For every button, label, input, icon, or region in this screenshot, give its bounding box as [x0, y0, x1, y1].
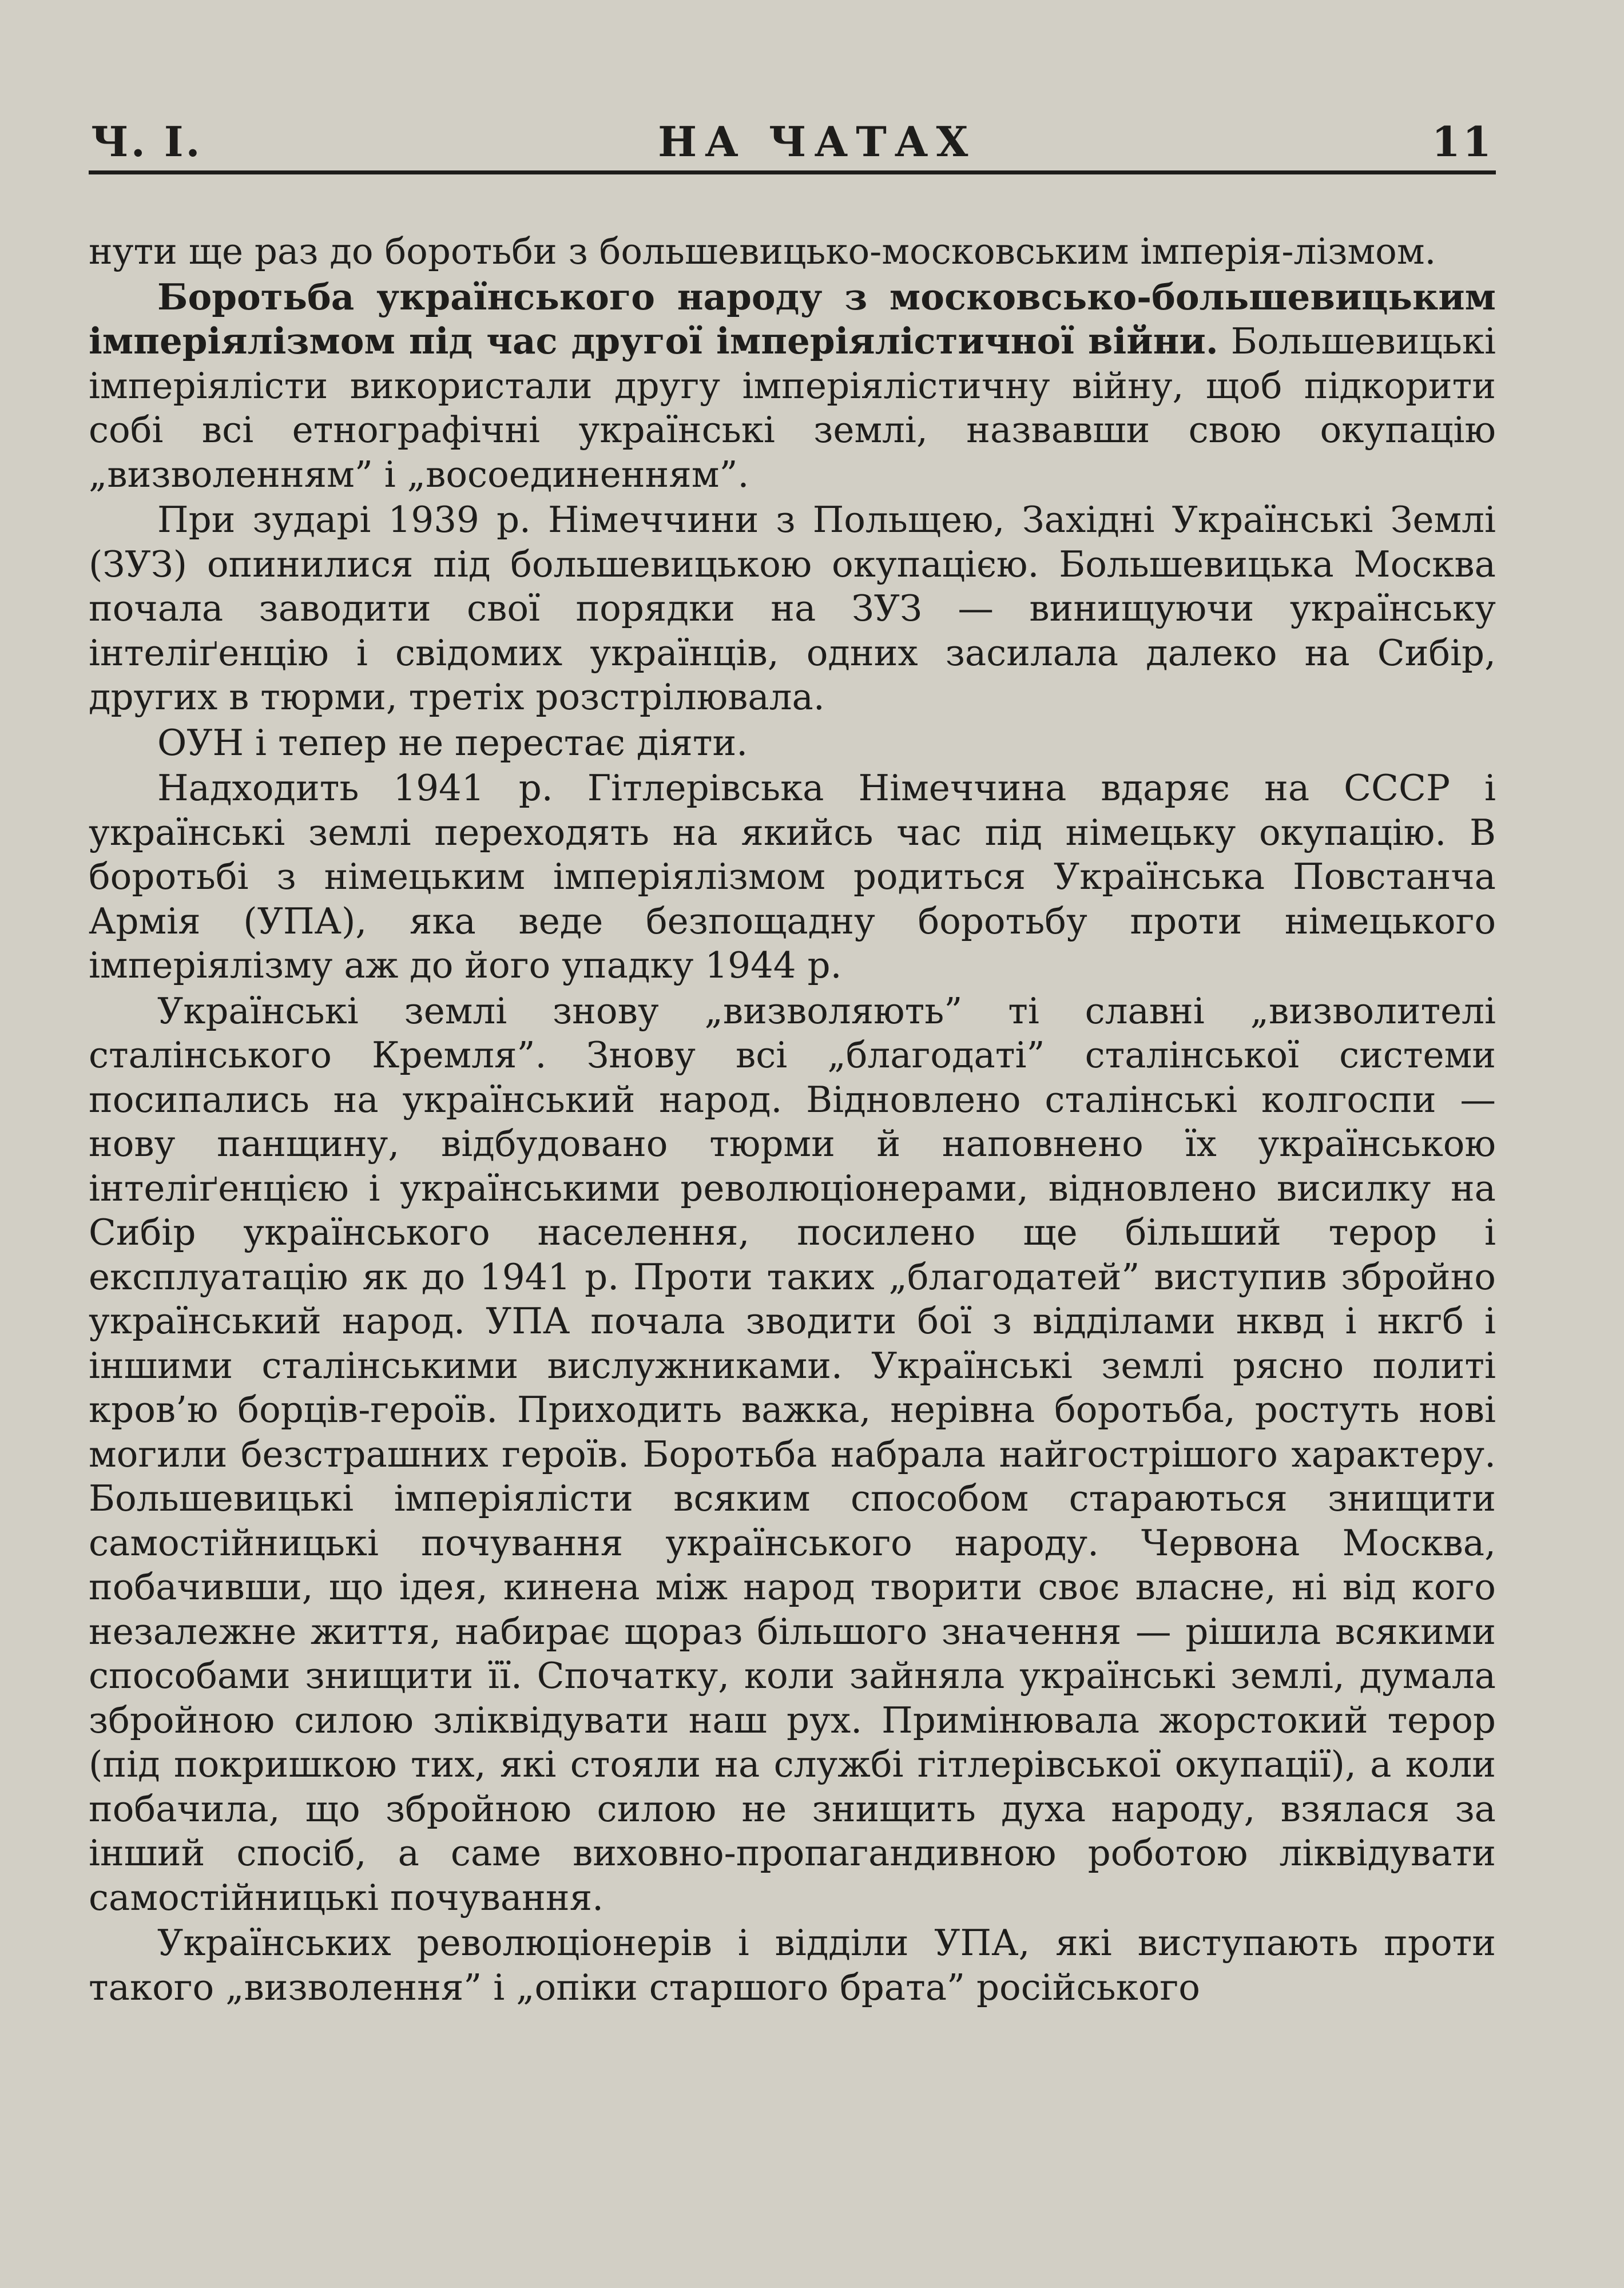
paragraph-text: При зударі 1939 р. Німеччини з Польщею, Західні Українські Землі (ЗУЗ) опинилися під большевицькою окупацією. Большевицька Москва почала заводити свої порядки на ЗУЗ — винищуючи українську інтеліґенцію і свідомих українців, одних засилала далеко на Сибір, других в тюрми, третіх розстрілювала. [89, 499, 1496, 718]
paragraph-text: Українських революціонерів і відділи УПА, які виступають проти такого „визволення” і „опіки старшого брата” російського [89, 1922, 1496, 2008]
paragraph [89, 766, 1496, 988]
paragraph [89, 229, 1496, 274]
paragraph [89, 1921, 1496, 2009]
paragraph-text: ОУН і тепер не перестає діяти. [157, 721, 748, 764]
running-title: НА ЧАТАХ [658, 117, 976, 166]
paragraph-text: Надходить 1941 р. Гітлерівська Німеччина вдаряє на СССР і українські землі переходять на якийсь час під німецьку окупацію. В боротьбі з німецьким імперіялізмом родиться Українська Повстанча Армія (УПА), яка веде безпощадну боротьбу проти німецького імперіялізму аж до його упадку 1944 р. [89, 767, 1496, 986]
page-number: 11 [1431, 117, 1494, 166]
book-page [89, 109, 1496, 2259]
paragraph [89, 498, 1496, 720]
section-paragraph [89, 275, 1496, 497]
paragraph-text: Большевицькі імперіялісти використали другу імперіялістичну війну, щоб підкорити собі всі етнографічні українські землі, назвавши свою окупацію „визволенням” і „восоединенням”. [89, 320, 1496, 495]
part-label: Ч. І. [91, 117, 202, 166]
section-heading: Боротьба українського народу з московсько-большевицьким імперіялізмом під час другої імперіялістичної війни. [89, 275, 1496, 362]
paragraph [89, 721, 1496, 765]
paragraph-text: нути ще раз до боротьби з большевицько-московським імперія-лізмом. [89, 231, 1436, 272]
body-text [89, 229, 1496, 2009]
paragraph [89, 989, 1496, 1920]
paragraph-text: Українські землі знову „визволяють” ті славні „визволителі сталінського Кремля”. Знову всі „благодаті” сталінської системи посипались на український народ. Відновлено сталінські колгоспи — нову панщину, відбудовано тюрми й наповнено їх українською інтеліґенцією і українськими революціонерами, відновлено висилку на Сибір українського населення, посилено ще більший терор і експлуатацію як до 1941 р. Проти таких „благодатей” виступив збройно український народ. УПА почала зводити бої з відділами нквд і нкгб і іншими сталінськими вислужниками. Українські землі рясно политі кров’ю борців-героїв. Приходить важка, нерівна боротьба, ростуть нові могили безстрашних героїв. Боротьба набрала найгострішого характеру. Большевицькі імперіялісти всяким способом стараються знищити самостійницькі почування українського народу. Червона Москва, побачивши, що ідея, кинена між народ творити своє власне, ні від кого незалежне життя, набирає щораз більшого значення — рішила всякими способами знищити її. Спочатку, коли зайняла українські землі, думала збройною силою зліквідувати наш рух. Примінювала жорстокий терор (під покришкою тих, які стояли на службі гітлерівської окупації), а коли побачила, що збройною силою не знищить духа народу, взялася за інший спосіб, а саме виховно-пропагандивною роботою ліквідувати самостійницькі почування. [89, 990, 1496, 1918]
running-header [89, 109, 1496, 174]
